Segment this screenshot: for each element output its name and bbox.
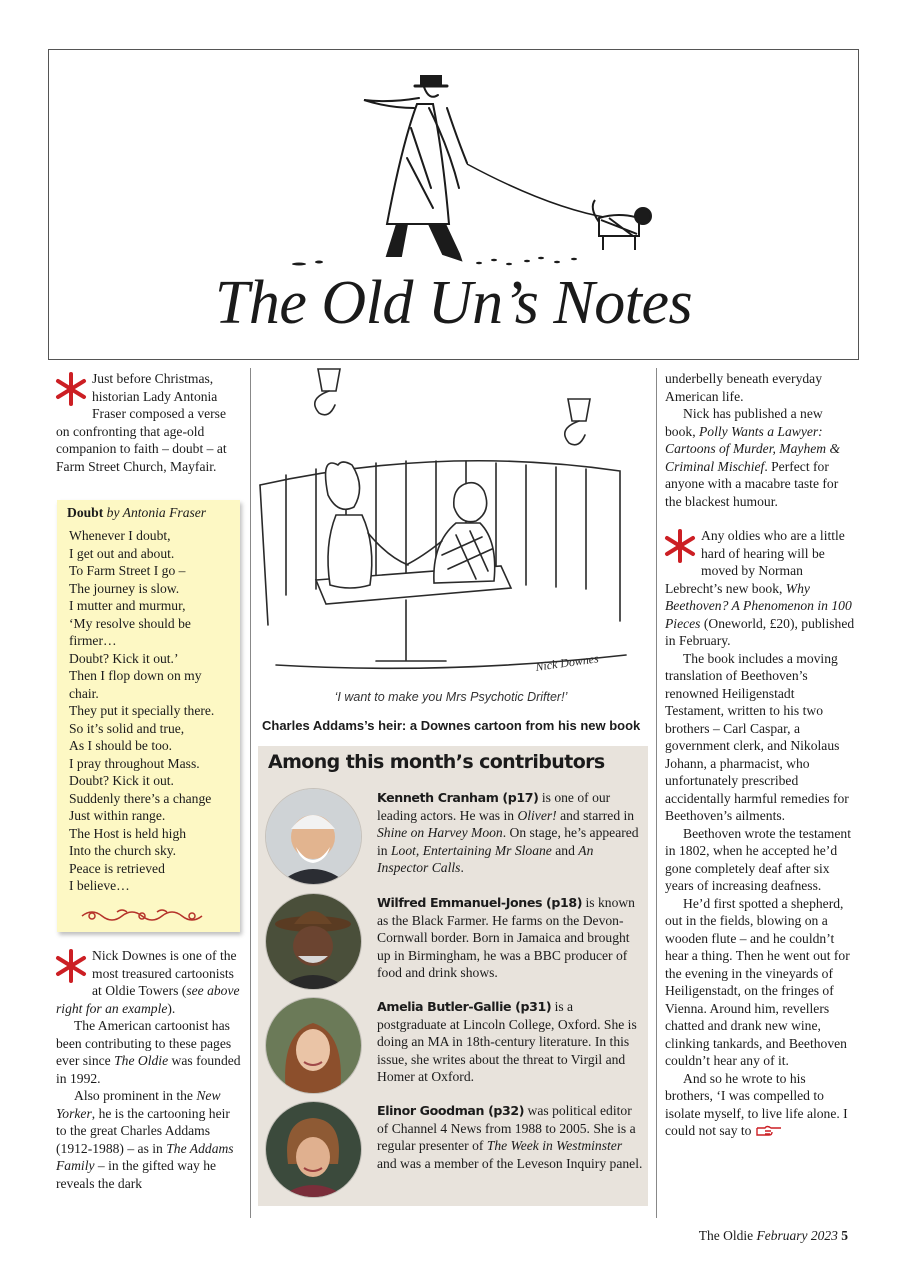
page-footer xyxy=(699,1228,848,1244)
item-nick-downes xyxy=(56,947,242,1192)
poem-line: Peace is retrieved xyxy=(69,860,165,876)
poem-line: I mutter and murmur, xyxy=(69,598,186,613)
paragraph: The book includes a moving translation of Beethoven’s renowned Heiligenstadt Testament, written to his two brothers – Carl Caspar, a government clerk, and Nikolaus Johann, a pharmacist, who unfortunately prescribed accidentally harmful remedies for Beethoven’s ailments. xyxy=(665,650,849,823)
asterisk-icon xyxy=(54,948,88,984)
poem-line: As I should be too. xyxy=(69,738,173,753)
paragraph: Nick Downes is one of the most treasured cartoonists at Oldie Towers (see above right for an example). xyxy=(56,948,240,1016)
contributors-heading: Among this month’s contributors xyxy=(268,751,605,773)
paragraph: And so he wrote to his brothers, ‘I was compelled to isolate myself, to live life alone. I could not say to xyxy=(665,1070,848,1138)
page-number: 5 xyxy=(841,1228,848,1243)
poem-line: They put it specially there. xyxy=(69,703,215,718)
poem-line: I believe… xyxy=(69,878,130,893)
paragraph: Also prominent in the New Yorker, he is the cartooning heir to the great Charles Addams (1912-1988) – as in The Addams Family – in the gifted way he reveals the dark xyxy=(56,1088,234,1191)
pointing-hand-icon xyxy=(755,1124,783,1138)
poem-line: Doubt? Kick it out. xyxy=(69,773,174,788)
cartoon-credit: Charles Addams’s heir: a Downes cartoon from his new book xyxy=(262,718,641,733)
right-column xyxy=(665,370,855,1140)
poem-line: Into the church sky. xyxy=(69,843,177,858)
poem-line: Then I flop down on my xyxy=(69,668,202,683)
man-walking-dog-illustration xyxy=(279,68,659,278)
poem-line: ‘My resolve should be xyxy=(69,615,191,631)
contributor-bio: Elinor Goodman (p32) was political editor of Channel 4 News from 1988 to 2005. She is a regular presenter of The Week in Westminster and was a member of the Leveson Inquiry panel. xyxy=(377,1103,643,1171)
asterisk-icon xyxy=(54,371,88,407)
poem-byline: by Antonia Fraser xyxy=(106,505,207,520)
column-divider xyxy=(656,368,657,1218)
asterisk-icon xyxy=(663,528,697,564)
contributor-bio: Kenneth Cranham (p17) is one of our leading actors. He was in Oliver! and starred in Shine on Harvey Moon. On stage, he’s appeared in Loot, Entertaining Mr Sloane and An Inspector Calls. xyxy=(377,790,639,875)
poem-box xyxy=(57,500,240,932)
poem-line: I get out and about. xyxy=(69,545,175,561)
paragraph: The American cartoonist has been contributing to these pages ever since The Oldie was founded in 1992. xyxy=(56,1018,241,1086)
page-title: The Old Un’s Notes xyxy=(214,269,693,337)
poem-line: firmer… xyxy=(69,633,117,648)
paragraph: underbelly beneath everyday American life. xyxy=(665,371,823,404)
contributors-box xyxy=(258,746,648,1206)
poem-line: So it’s solid and true, xyxy=(69,720,185,736)
poem-line: Just within range. xyxy=(69,808,166,823)
flourish-ornament-icon xyxy=(77,906,207,926)
poem-line: chair. xyxy=(69,685,99,701)
cartoon-caption: ‘I want to make you Mrs Psychotic Drifter!’ xyxy=(334,690,568,704)
avatar xyxy=(266,789,361,884)
avatar xyxy=(266,894,361,989)
item-antonia-fraser xyxy=(56,370,242,475)
poem-line: The journey is slow. xyxy=(69,580,180,596)
paragraph: He’d first spotted a shepherd, out in the fields, blowing on a wooden flute – and he couldn’t hear a thing. Then he went out for the evening in the vineyards of Heiligenstadt, on the fringes of Vienna. Around him, revellers chatted and drank new wine, clinking tankards, and Beethoven couldn’t hear any of it. xyxy=(665,895,850,1068)
poem-heading xyxy=(67,504,240,522)
item-text: Just before Christmas, historian Lady Antonia Fraser composed a verse on confronting that age-old companion to faith – doubt – at Farm Street Church, Mayfair. xyxy=(56,371,227,474)
contributor-bio: Amelia Butler-Gallie (p31) is a postgraduate at Lincoln College, Oxford. She is doing an MA in 18th-century literature. In this issue, she writes about the threat to Virgil and Homer at Oxford. xyxy=(377,999,637,1084)
avatar xyxy=(266,1102,361,1197)
poem-line: The Host is held high xyxy=(69,825,187,841)
column-divider xyxy=(250,368,251,1218)
booth-cartoon-illustration xyxy=(256,365,646,685)
paragraph: Nick has published a new book, Polly Wants a Lawyer: Cartoons of Murder, Mayhem & Criminal Mischief. Perfect for anyone with a macabre taste for the blackest humour. xyxy=(665,406,841,509)
poem-line: Suddenly there’s a change xyxy=(69,790,212,806)
poem-line: Doubt? Kick it out.’ xyxy=(69,650,179,666)
paragraph: Any oldies who are a little hard of hearing will be moved by Norman Lebrecht’s new book, Why Beethoven? A Phenomenon in 100 Pieces (Oneworld, £20), published in February. xyxy=(665,528,855,648)
magazine-name: The Oldie xyxy=(698,1228,754,1243)
contributor-bio: Wilfred Emmanuel-Jones (p18) is known as the Black Farmer. He farms on the Devon-Cornwall border. Born in Jamaica and brought up in Birmingham, he was a BBC producer of food and drink shows. xyxy=(377,895,635,980)
masthead-box xyxy=(48,49,859,360)
cartoon-signature: Nick Downes xyxy=(534,651,600,674)
poem-line: To Farm Street I go – xyxy=(69,563,186,578)
poem-line: I pray throughout Mass. xyxy=(69,755,200,771)
poem-title: Doubt xyxy=(67,505,104,520)
issue-date: February 2023 xyxy=(756,1228,838,1243)
poem-line: Whenever I doubt, xyxy=(69,528,171,543)
poem-lines xyxy=(69,527,240,895)
avatar xyxy=(266,998,361,1093)
paragraph: Beethoven wrote the testament in 1802, when he accepted he’d gone completely deaf after six years of increasing deafness. xyxy=(665,825,851,893)
